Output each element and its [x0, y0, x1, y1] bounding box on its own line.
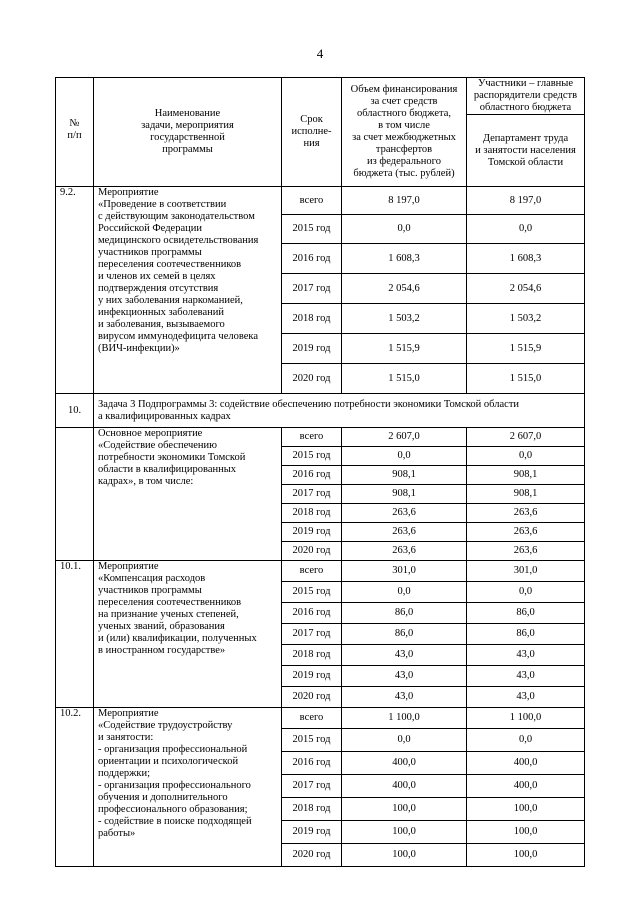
row-funding: 100,0 — [342, 821, 467, 844]
row-year: 2017 год — [282, 485, 342, 504]
row-dept: 400,0 — [467, 752, 585, 775]
row-funding: 0,0 — [342, 447, 467, 466]
row-dept: 0,0 — [467, 215, 585, 244]
row-dept: 86,0 — [467, 624, 585, 645]
row-funding: 1 100,0 — [342, 708, 467, 729]
row-funding: 0,0 — [342, 729, 467, 752]
table-row — [56, 708, 585, 729]
row-funding: 400,0 — [342, 752, 467, 775]
row-year: 2016 год — [282, 752, 342, 775]
row-funding: 1 515,0 — [342, 364, 467, 394]
row-dept: 263,6 — [467, 542, 585, 561]
row-dept: 0,0 — [467, 582, 585, 603]
header-num: № п/п — [56, 78, 94, 187]
row-dept: 100,0 — [467, 821, 585, 844]
row-funding: 8 197,0 — [342, 187, 467, 215]
row-year: 2016 год — [282, 244, 342, 274]
row-dept: 100,0 — [467, 844, 585, 867]
row-funding: 0,0 — [342, 215, 467, 244]
row-year: 2020 год — [282, 687, 342, 708]
row-year: всего — [282, 708, 342, 729]
program-table — [55, 77, 585, 867]
page-number: 4 — [316, 46, 324, 61]
row-funding: 43,0 — [342, 645, 467, 666]
row-funding: 43,0 — [342, 666, 467, 687]
row-year: 2019 год — [282, 821, 342, 844]
row-funding: 0,0 — [342, 582, 467, 603]
row-year: всего — [282, 187, 342, 215]
row-title: Мероприятие «Содействие трудоустройству и занятости: - организация профессиональной ориентации и психологической поддержки; - организация профессионального обучения и дополнительного профессионального образования; - содействие в поиске подходящей работы» — [94, 708, 282, 867]
row-dept: 86,0 — [467, 603, 585, 624]
row-num: 10.1. — [56, 561, 94, 708]
table-body — [56, 187, 585, 867]
row-dept: 400,0 — [467, 775, 585, 798]
row-dept: 908,1 — [467, 466, 585, 485]
row-dept: 301,0 — [467, 561, 585, 582]
row-dept: 1 100,0 — [467, 708, 585, 729]
task-row — [56, 394, 585, 428]
row-dept: 43,0 — [467, 687, 585, 708]
row-year: 2019 год — [282, 523, 342, 542]
row-year: 2018 год — [282, 645, 342, 666]
row-dept: 2 054,6 — [467, 274, 585, 304]
row-dept: 908,1 — [467, 485, 585, 504]
row-funding: 1 503,2 — [342, 304, 467, 334]
row-dept: 1 515,0 — [467, 364, 585, 394]
row-year: 2020 год — [282, 542, 342, 561]
row-dept: 1 608,3 — [467, 244, 585, 274]
table-row — [56, 428, 585, 447]
row-funding: 908,1 — [342, 466, 467, 485]
header-name: Наименование задачи, мероприятия государственной программы — [94, 78, 282, 187]
row-dept: 8 197,0 — [467, 187, 585, 215]
row-year: 2017 год — [282, 274, 342, 304]
row-year: 2017 год — [282, 775, 342, 798]
row-year: 2015 год — [282, 729, 342, 752]
row-year: 2019 год — [282, 334, 342, 364]
row-dept: 43,0 — [467, 645, 585, 666]
row-funding: 263,6 — [342, 504, 467, 523]
row-year: 2019 год — [282, 666, 342, 687]
header-funding: Объем финансирования за счет средств областного бюджета, в том числе за счет межбюджетных трансфертов из федерального бюджета (тыс. рублей) — [342, 78, 467, 187]
row-num — [56, 428, 94, 561]
row-funding: 400,0 — [342, 775, 467, 798]
row-funding: 86,0 — [342, 603, 467, 624]
row-dept: 2 607,0 — [467, 428, 585, 447]
row-dept: 0,0 — [467, 729, 585, 752]
row-dept: 1 503,2 — [467, 304, 585, 334]
row-title: Основное мероприятие «Содействие обеспечению потребности экономики Томской области в квалифицированных кадрах», в том числе: — [94, 428, 282, 561]
row-dept: 263,6 — [467, 504, 585, 523]
row-funding: 301,0 — [342, 561, 467, 582]
row-year: 2015 год — [282, 582, 342, 603]
row-funding: 86,0 — [342, 624, 467, 645]
row-year: 2016 год — [282, 603, 342, 624]
row-title: Мероприятие «Проведение в соответствии с действующим законодательством Российской Федерации медицинского освидетельствования участников программы переселения соотечественников и членов их семей в целях подтверждения отсутствия у них заболевания наркоманией, инфекционных заболеваний и заболевания, вызываемого вирусом иммунодефицита человека (ВИЧ-инфекции)» — [94, 187, 282, 394]
row-num: 10.2. — [56, 708, 94, 867]
row-dept: 263,6 — [467, 523, 585, 542]
row-funding: 2 054,6 — [342, 274, 467, 304]
row-year: 2016 год — [282, 466, 342, 485]
row-dept: 1 515,9 — [467, 334, 585, 364]
table-row — [56, 561, 585, 582]
row-year: 2017 год — [282, 624, 342, 645]
header-participants: Участники – главные распорядители средств областного бюджета — [467, 78, 585, 115]
row-dept: 0,0 — [467, 447, 585, 466]
row-year: всего — [282, 561, 342, 582]
table-row — [56, 187, 585, 215]
task-num: 10. — [56, 394, 94, 428]
task-text: Задача 3 Подпрограммы 3: содействие обеспечению потребности экономики Томской области а квалифицированных кадрах — [94, 394, 585, 428]
row-year: 2015 год — [282, 215, 342, 244]
row-funding: 1 608,3 — [342, 244, 467, 274]
row-funding: 263,6 — [342, 542, 467, 561]
row-funding: 1 515,9 — [342, 334, 467, 364]
row-year: 2018 год — [282, 504, 342, 523]
row-year: 2018 год — [282, 798, 342, 821]
row-dept: 100,0 — [467, 798, 585, 821]
row-num: 9.2. — [56, 187, 94, 394]
row-funding: 2 607,0 — [342, 428, 467, 447]
row-dept: 43,0 — [467, 666, 585, 687]
row-funding: 43,0 — [342, 687, 467, 708]
header-term: Срок исполне- ния — [282, 78, 342, 187]
row-year: 2015 год — [282, 447, 342, 466]
row-year: 2020 год — [282, 364, 342, 394]
row-funding: 100,0 — [342, 798, 467, 821]
row-funding: 100,0 — [342, 844, 467, 867]
row-year: всего — [282, 428, 342, 447]
row-year: 2018 год — [282, 304, 342, 334]
row-title: Мероприятие «Компенсация расходов участников программы переселения соотечественников на признание ученых степеней, ученых званий, образования и (или) квалификации, полученных в иностранном государстве» — [94, 561, 282, 708]
row-year: 2020 год — [282, 844, 342, 867]
row-funding: 263,6 — [342, 523, 467, 542]
header-department: Департамент труда и занятости населения Томской области — [467, 115, 585, 187]
row-funding: 908,1 — [342, 485, 467, 504]
